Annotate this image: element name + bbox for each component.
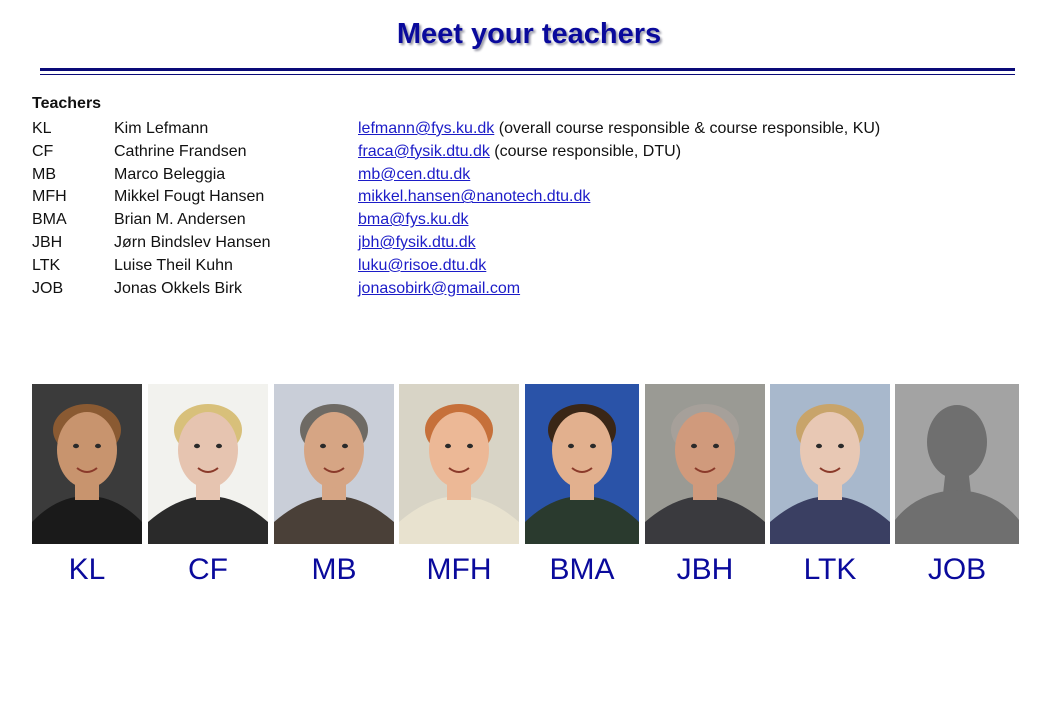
teacher-email-link[interactable]: lefmann@fys.ku.dk: [358, 120, 495, 137]
teacher-email-link[interactable]: jbh@fysik.dtu.dk: [358, 233, 476, 251]
teacher-abbr: LTK: [32, 256, 61, 274]
portrait-image: [645, 384, 765, 544]
teachers-table: [32, 95, 992, 300]
teacher-photo: [525, 384, 639, 544]
teacher-photo: [645, 384, 765, 544]
teacher-abbr: KL: [32, 120, 52, 137]
teacher-abbr: JOB: [32, 279, 64, 297]
teacher-name: Cathrine Frandsen: [114, 142, 247, 160]
teacher-email-link[interactable]: bma@fys.ku.dk: [358, 211, 469, 229]
slide-title: Meet your teachers: [396, 18, 662, 50]
teacher-photo: [148, 384, 268, 544]
right-eye: [342, 444, 348, 448]
title-divider: [40, 68, 1015, 71]
teacher-abbr: MFH: [32, 188, 67, 206]
teacher-photo: [895, 384, 1019, 544]
teacher-email-link[interactable]: fraca@fysik.dtu.dk: [358, 142, 490, 160]
teacher-photo: [32, 384, 142, 544]
portrait-image: [525, 384, 639, 544]
portrait-image: [274, 384, 394, 544]
left-eye: [73, 444, 79, 448]
portrait-image: [399, 384, 519, 544]
face: [178, 412, 238, 488]
teacher-row: [32, 141, 992, 164]
teacher-photo: [770, 384, 890, 544]
teacher-name: Brian M. Andersen: [114, 211, 246, 229]
teacher-contact: [358, 255, 486, 278]
teacher-abbr: BMA: [32, 211, 67, 229]
teacher-name: Mikkel Fougt Hansen: [114, 188, 265, 206]
teachers-heading: Teachers: [32, 95, 102, 112]
teacher-name: Luise Theil Kuhn: [114, 256, 233, 274]
teacher-abbr: CF: [32, 142, 54, 160]
teacher-note: (overall course responsible & course responsible, KU): [494, 120, 881, 137]
title-divider-thin: [40, 74, 1015, 75]
face: [429, 412, 489, 488]
portrait-image: [148, 384, 268, 544]
teacher-photo-label: JBH: [676, 553, 734, 586]
teacher-photo-label: JOB: [927, 553, 987, 586]
teacher-photo-label: BMA: [549, 553, 615, 586]
face: [304, 412, 364, 488]
teacher-name: Jonas Okkels Birk: [114, 279, 243, 297]
teacher-contact: [358, 141, 681, 164]
left-eye: [445, 444, 451, 448]
teacher-photo-label: KL: [68, 553, 106, 586]
teacher-name: Jørn Bindslev Hansen: [114, 233, 271, 251]
teacher-row: [32, 209, 992, 232]
face: [552, 412, 612, 488]
teacher-photo-label: MFH: [426, 553, 492, 586]
teacher-abbr: JBH: [32, 233, 63, 251]
teacher-contact: [358, 164, 470, 187]
face: [57, 412, 117, 488]
teacher-email-link[interactable]: jonasobirk@gmail.com: [358, 279, 521, 297]
left-eye: [568, 444, 574, 448]
face: [675, 412, 735, 488]
teacher-row: [32, 186, 992, 209]
teacher-rows: [32, 118, 992, 300]
teacher-email-link[interactable]: mb@cen.dtu.dk: [358, 165, 471, 183]
right-eye: [838, 444, 844, 448]
teacher-contact: [358, 209, 469, 232]
teacher-email-link[interactable]: luku@risoe.dtu.dk: [358, 256, 487, 274]
teacher-abbr: MB: [32, 165, 56, 183]
right-eye: [713, 444, 719, 448]
portrait-image: [32, 384, 142, 544]
face: [800, 412, 860, 488]
teacher-photo-strip: [32, 384, 1022, 544]
teacher-photo-label: CF: [188, 553, 228, 586]
teacher-name: Marco Beleggia: [114, 165, 226, 183]
teacher-photo-label: MB: [311, 553, 357, 586]
right-eye: [95, 444, 101, 448]
silhouette-head: [927, 405, 987, 479]
teacher-name: Kim Lefmann: [114, 120, 209, 137]
teacher-row: [32, 255, 992, 278]
teacher-row: [32, 164, 992, 187]
teacher-row: [32, 278, 992, 301]
left-eye: [691, 444, 697, 448]
left-eye: [194, 444, 200, 448]
teacher-contact: [358, 278, 520, 301]
teacher-contact: [358, 232, 476, 255]
teacher-photo: [399, 384, 519, 544]
teacher-contact: [358, 118, 880, 141]
left-eye: [320, 444, 326, 448]
teacher-photo: [274, 384, 394, 544]
left-eye: [816, 444, 822, 448]
teacher-label-strip: [32, 552, 1022, 592]
portrait-image: [770, 384, 890, 544]
teacher-photo-label: LTK: [803, 553, 857, 586]
teacher-note: (course responsible, DTU): [489, 142, 682, 160]
teacher-contact: [358, 186, 590, 209]
teacher-email-link[interactable]: mikkel.hansen@nanotech.dtu.dk: [358, 188, 591, 206]
default-avatar-icon: [895, 384, 1019, 544]
right-eye: [467, 444, 473, 448]
right-eye: [590, 444, 596, 448]
teacher-row: [32, 232, 992, 255]
right-eye: [216, 444, 222, 448]
teacher-row: [32, 118, 992, 141]
